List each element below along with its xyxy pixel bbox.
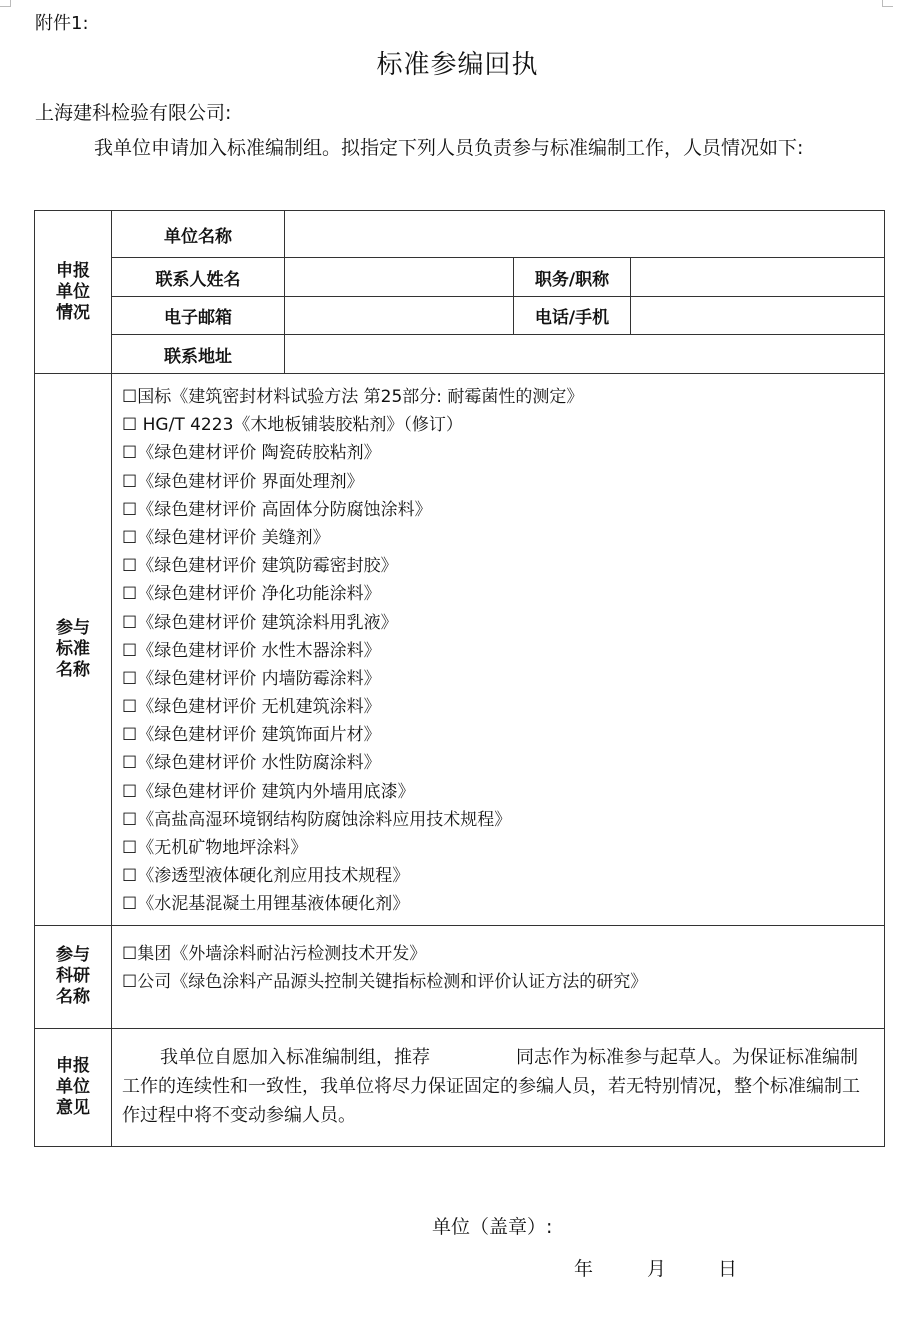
row-unit-name [35,211,885,258]
standard-checkbox-item[interactable]: ☐《绿色建材评价 无机建筑涂料》 [122,697,381,718]
category-line: 参与 [56,617,90,638]
standard-checkbox-item[interactable]: ☐《绿色建材评价 水性防腐涂料》 [122,753,381,774]
standard-checkbox-item[interactable]: ☐《绿色建材评价 建筑饰面片材》 [122,725,381,746]
position-label: 职务/职称 [514,258,631,297]
research-checkbox-item[interactable]: ☐集团《外墙涂料耐沾污检测技术开发》 [122,943,427,964]
standards-list [112,374,885,926]
standard-checkbox-item[interactable]: ☐《渗透型液体硬化剂应用技术规程》 [122,866,410,887]
signature-date [574,1254,737,1281]
research-checkbox-item[interactable]: ☐公司《绿色涂料产品源头控制关键指标检测和评价认证方法的研究》 [122,971,648,992]
standard-checkbox-item[interactable]: ☐《绿色建材评价 建筑内外墙用底漆》 [122,781,415,802]
category-line: 标准 [56,638,90,659]
standard-checkbox-item[interactable]: ☐《绿色建材评价 建筑涂料用乳液》 [122,612,398,633]
contact-name-label: 联系人姓名 [112,258,285,297]
standard-checkbox-item[interactable]: ☐《绿色建材评价 水性木器涂料》 [122,640,381,661]
month-label: 月 [647,1258,667,1280]
addressee: 上海建科检验有限公司: [35,102,232,124]
standard-checkbox-item[interactable]: ☐国标《建筑密封材料试验方法 第25部分: 耐霉菌性的测定》 [122,387,584,407]
unit-name-field[interactable] [285,211,885,258]
category-line: 单位 [56,281,90,302]
phone-label: 电话/手机 [514,297,631,335]
unit-seal-label: 单位（盖章）: [432,1216,553,1238]
email-label: 电子邮箱 [112,297,285,335]
opinion-cell [112,1028,885,1146]
category-line: 情况 [56,302,90,323]
unit-name-label: 单位名称 [112,211,285,258]
category-line: 申报 [56,1055,90,1076]
standard-checkbox-item[interactable]: ☐《绿色建材评价 内墙防霉涂料》 [122,668,381,689]
address-field[interactable] [285,335,885,374]
category-opinion [35,1028,112,1146]
research-list [112,925,885,1028]
phone-field[interactable] [631,297,885,335]
category-line: 名称 [56,659,90,680]
standard-checkbox-item[interactable]: ☐《绿色建材评价 建筑防霉密封胶》 [122,556,398,577]
attachment-label: 附件1: [35,13,89,34]
row-research [35,925,885,1028]
category-line: 意见 [56,1097,90,1118]
category-standards [35,374,112,926]
page-title: 标准参编回执 [376,50,539,80]
category-line: 科研 [56,966,90,987]
category-line: 单位 [56,1076,90,1097]
row-email [35,297,885,335]
category-line: 申报 [56,260,90,281]
opinion-text-before: 我单位自愿加入标准编制组，推荐 [160,1046,430,1068]
standard-checkbox-item[interactable]: ☐《绿色建材评价 美缝剂》 [122,527,330,548]
row-contact [35,258,885,297]
category-applicant [35,211,112,374]
row-opinion [35,1028,885,1146]
row-standards [35,374,885,926]
reply-form-table [34,210,885,1147]
year-label: 年 [574,1258,594,1280]
address-label: 联系地址 [112,335,285,374]
standard-checkbox-item[interactable]: ☐ HG/T 4223《木地板铺装胶粘剂》（修订） [122,415,463,436]
intro-paragraph: 我单位申请加入标准编制组。拟指定下列人员负责参与标准编制工作，人员情况如下: [94,137,804,159]
standard-checkbox-item[interactable]: ☐《水泥基混凝土用锂基液体硬化剂》 [122,894,410,915]
category-line: 参与 [56,945,90,966]
category-research [35,925,112,1028]
row-address [35,335,885,374]
standard-checkbox-item[interactable]: ☐《无机矿物地坪涂料》 [122,838,308,858]
day-label: 日 [718,1258,738,1280]
contact-name-field[interactable] [285,258,514,297]
category-line: 名称 [56,987,90,1008]
opinion-text-after: 同志作为标准参与起草人。为保证标准编制工作的连续性和一致性，我单位将尽力保证固定的参编人员，若无特别情况，整个标准编制工作过程中将不变动参编人员。 [122,1046,860,1126]
corner-mark-left [0,0,11,7]
standard-checkbox-item[interactable]: ☐《绿色建材评价 高固体分防腐蚀涂料》 [122,499,432,520]
email-field[interactable] [285,297,514,335]
standard-checkbox-item[interactable]: ☐《绿色建材评价 净化功能涂料》 [122,584,381,605]
standard-checkbox-item[interactable]: ☐《绿色建材评价 界面处理剂》 [122,471,364,492]
standard-checkbox-item[interactable]: ☐《绿色建材评价 陶瓷砖胶粘剂》 [122,443,381,464]
corner-mark-right [882,0,893,7]
standard-checkbox-item[interactable]: ☐《高盐高湿环境钢结构防腐蚀涂料应用技术规程》 [122,809,512,830]
opinion-text [122,1043,874,1130]
position-field[interactable] [631,258,885,297]
